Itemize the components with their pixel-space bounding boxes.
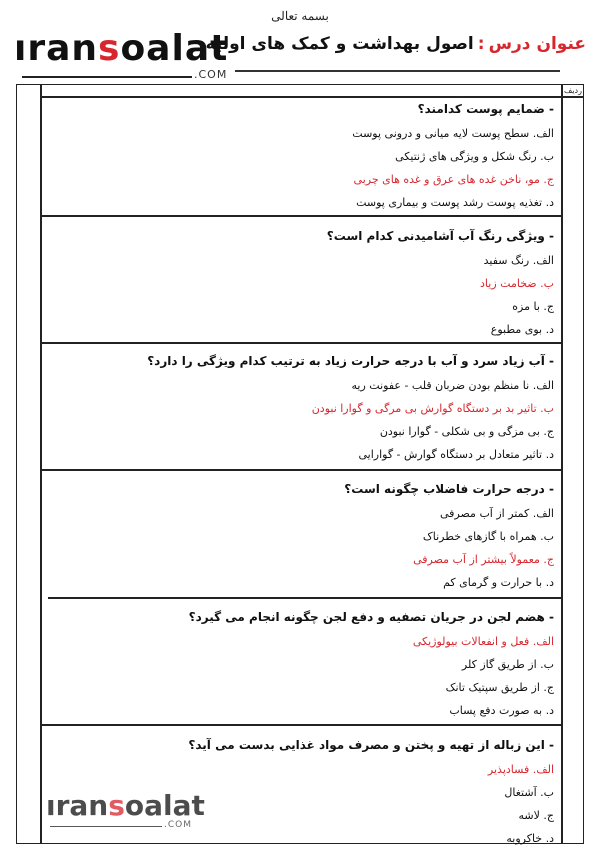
- question-divider: [42, 469, 562, 471]
- question-divider: [42, 215, 562, 217]
- question-text: - هضم لجن در جریان تصفیه و دفع لجن چگونه انجام می گیرد؟: [188, 610, 554, 624]
- right-column-divider: [561, 84, 563, 844]
- question-divider: [42, 724, 562, 726]
- question-text: - درجه حرارت فاضلاب چگونه است؟: [344, 482, 554, 496]
- option-a: الف. رنگ سفید: [483, 254, 554, 267]
- logo-domain: .COM: [194, 68, 228, 81]
- logo-text-pre: ıran: [14, 28, 99, 69]
- question-4: [42, 480, 554, 590]
- option-a-correct: الف. فعل و انفعالات بیولوژیکی: [412, 635, 554, 648]
- logo-text: [14, 28, 234, 70]
- option-d: د. تاثیر متعادل بر دستگاه گوارش - گوارایی: [358, 448, 554, 461]
- question-5: [42, 608, 554, 718]
- watermark-text-post: oalat: [124, 789, 205, 822]
- option-c: ج. بی مزگی و بی شکلی - گوارا نبودن: [379, 425, 554, 438]
- option-c: ج. با مزه: [512, 300, 554, 313]
- option-b: ب. رنگ شکل و ویژگی های ژنتیکی: [395, 150, 554, 163]
- question-2: [42, 227, 554, 337]
- lesson-title: [205, 34, 586, 54]
- option-c-correct: ج. مو، ناخن غده های عرق و غده های چربی: [353, 173, 554, 186]
- row-number-header: ردیف: [564, 86, 582, 95]
- lesson-name: اصول بهداشت و کمک های اولیه: [205, 34, 474, 54]
- option-a: الف. کمتر از آب مصرفی: [440, 507, 554, 520]
- logo-underline: [22, 76, 192, 78]
- option-d: د. تغذیه پوست رشد پوست و بیماری پوست: [356, 196, 554, 209]
- question-text: - ضمایم پوست کدامند؟: [417, 102, 554, 116]
- logo-text-accent: s: [98, 28, 121, 69]
- option-b-correct: ب. تاثیر بد بر دستگاه گوارش بی مرگی و گوارا نبودن: [311, 402, 554, 415]
- option-d: د. به صورت دفع پساب: [449, 704, 554, 717]
- question-text: - این زباله از تهیه و پختن و مصرف مواد غذایی بدست می آید؟: [188, 738, 554, 752]
- lesson-label: عنوان درس: [488, 34, 586, 54]
- question-divider: [48, 597, 563, 599]
- watermark-logo: [46, 790, 206, 838]
- question-text: - آب زیاد سرد و آب با درجه حرارت زیاد به ترتیب کدام ویژگی را دارد؟: [147, 354, 554, 368]
- watermark-domain: .COM: [164, 820, 192, 830]
- lesson-colon: :: [477, 34, 485, 54]
- watermark-underline: [50, 826, 162, 827]
- site-logo[interactable]: [14, 28, 234, 86]
- option-a-correct: الف. فسادپذیر: [487, 763, 554, 776]
- header-row-divider: [40, 96, 584, 98]
- option-b: ب. آشتغال: [504, 786, 554, 799]
- logo-text-post: oalat: [120, 28, 229, 69]
- option-d: د. بوی مطبوع: [490, 323, 554, 336]
- question-1: [42, 100, 554, 210]
- option-a: الف. سطح پوست لایه میانی و درونی پوست: [352, 127, 554, 140]
- option-c: ج. لاشه: [518, 809, 554, 822]
- option-c: ج. از طریق سپتیک تانک: [445, 681, 554, 694]
- question-3: [42, 352, 554, 462]
- option-a: الف. نا منظم بودن ضربان قلب - عفونت ریه: [351, 379, 554, 392]
- option-c-correct: ج. معمولاً بیشتر از آب مصرفی: [413, 553, 554, 566]
- option-b: ب. از طریق گاز کلر: [461, 658, 554, 671]
- question-divider: [42, 342, 562, 344]
- watermark-text-accent: s: [108, 789, 125, 822]
- basmala: بسمه تعالی: [271, 9, 329, 23]
- option-d: د. خاکروبه: [506, 832, 554, 845]
- title-rule: [235, 70, 560, 72]
- question-text: - ویژگی رنگ آب آشامیدنی کدام است؟: [326, 229, 554, 243]
- option-d: د. با حرارت و گرمای کم: [443, 576, 554, 589]
- option-b-correct: ب. ضخامت زیاد: [480, 277, 554, 290]
- watermark-text: [46, 790, 206, 822]
- watermark-text-pre: ıran: [46, 789, 109, 822]
- option-b: ب. همراه با گازهای خطرناک: [422, 530, 554, 543]
